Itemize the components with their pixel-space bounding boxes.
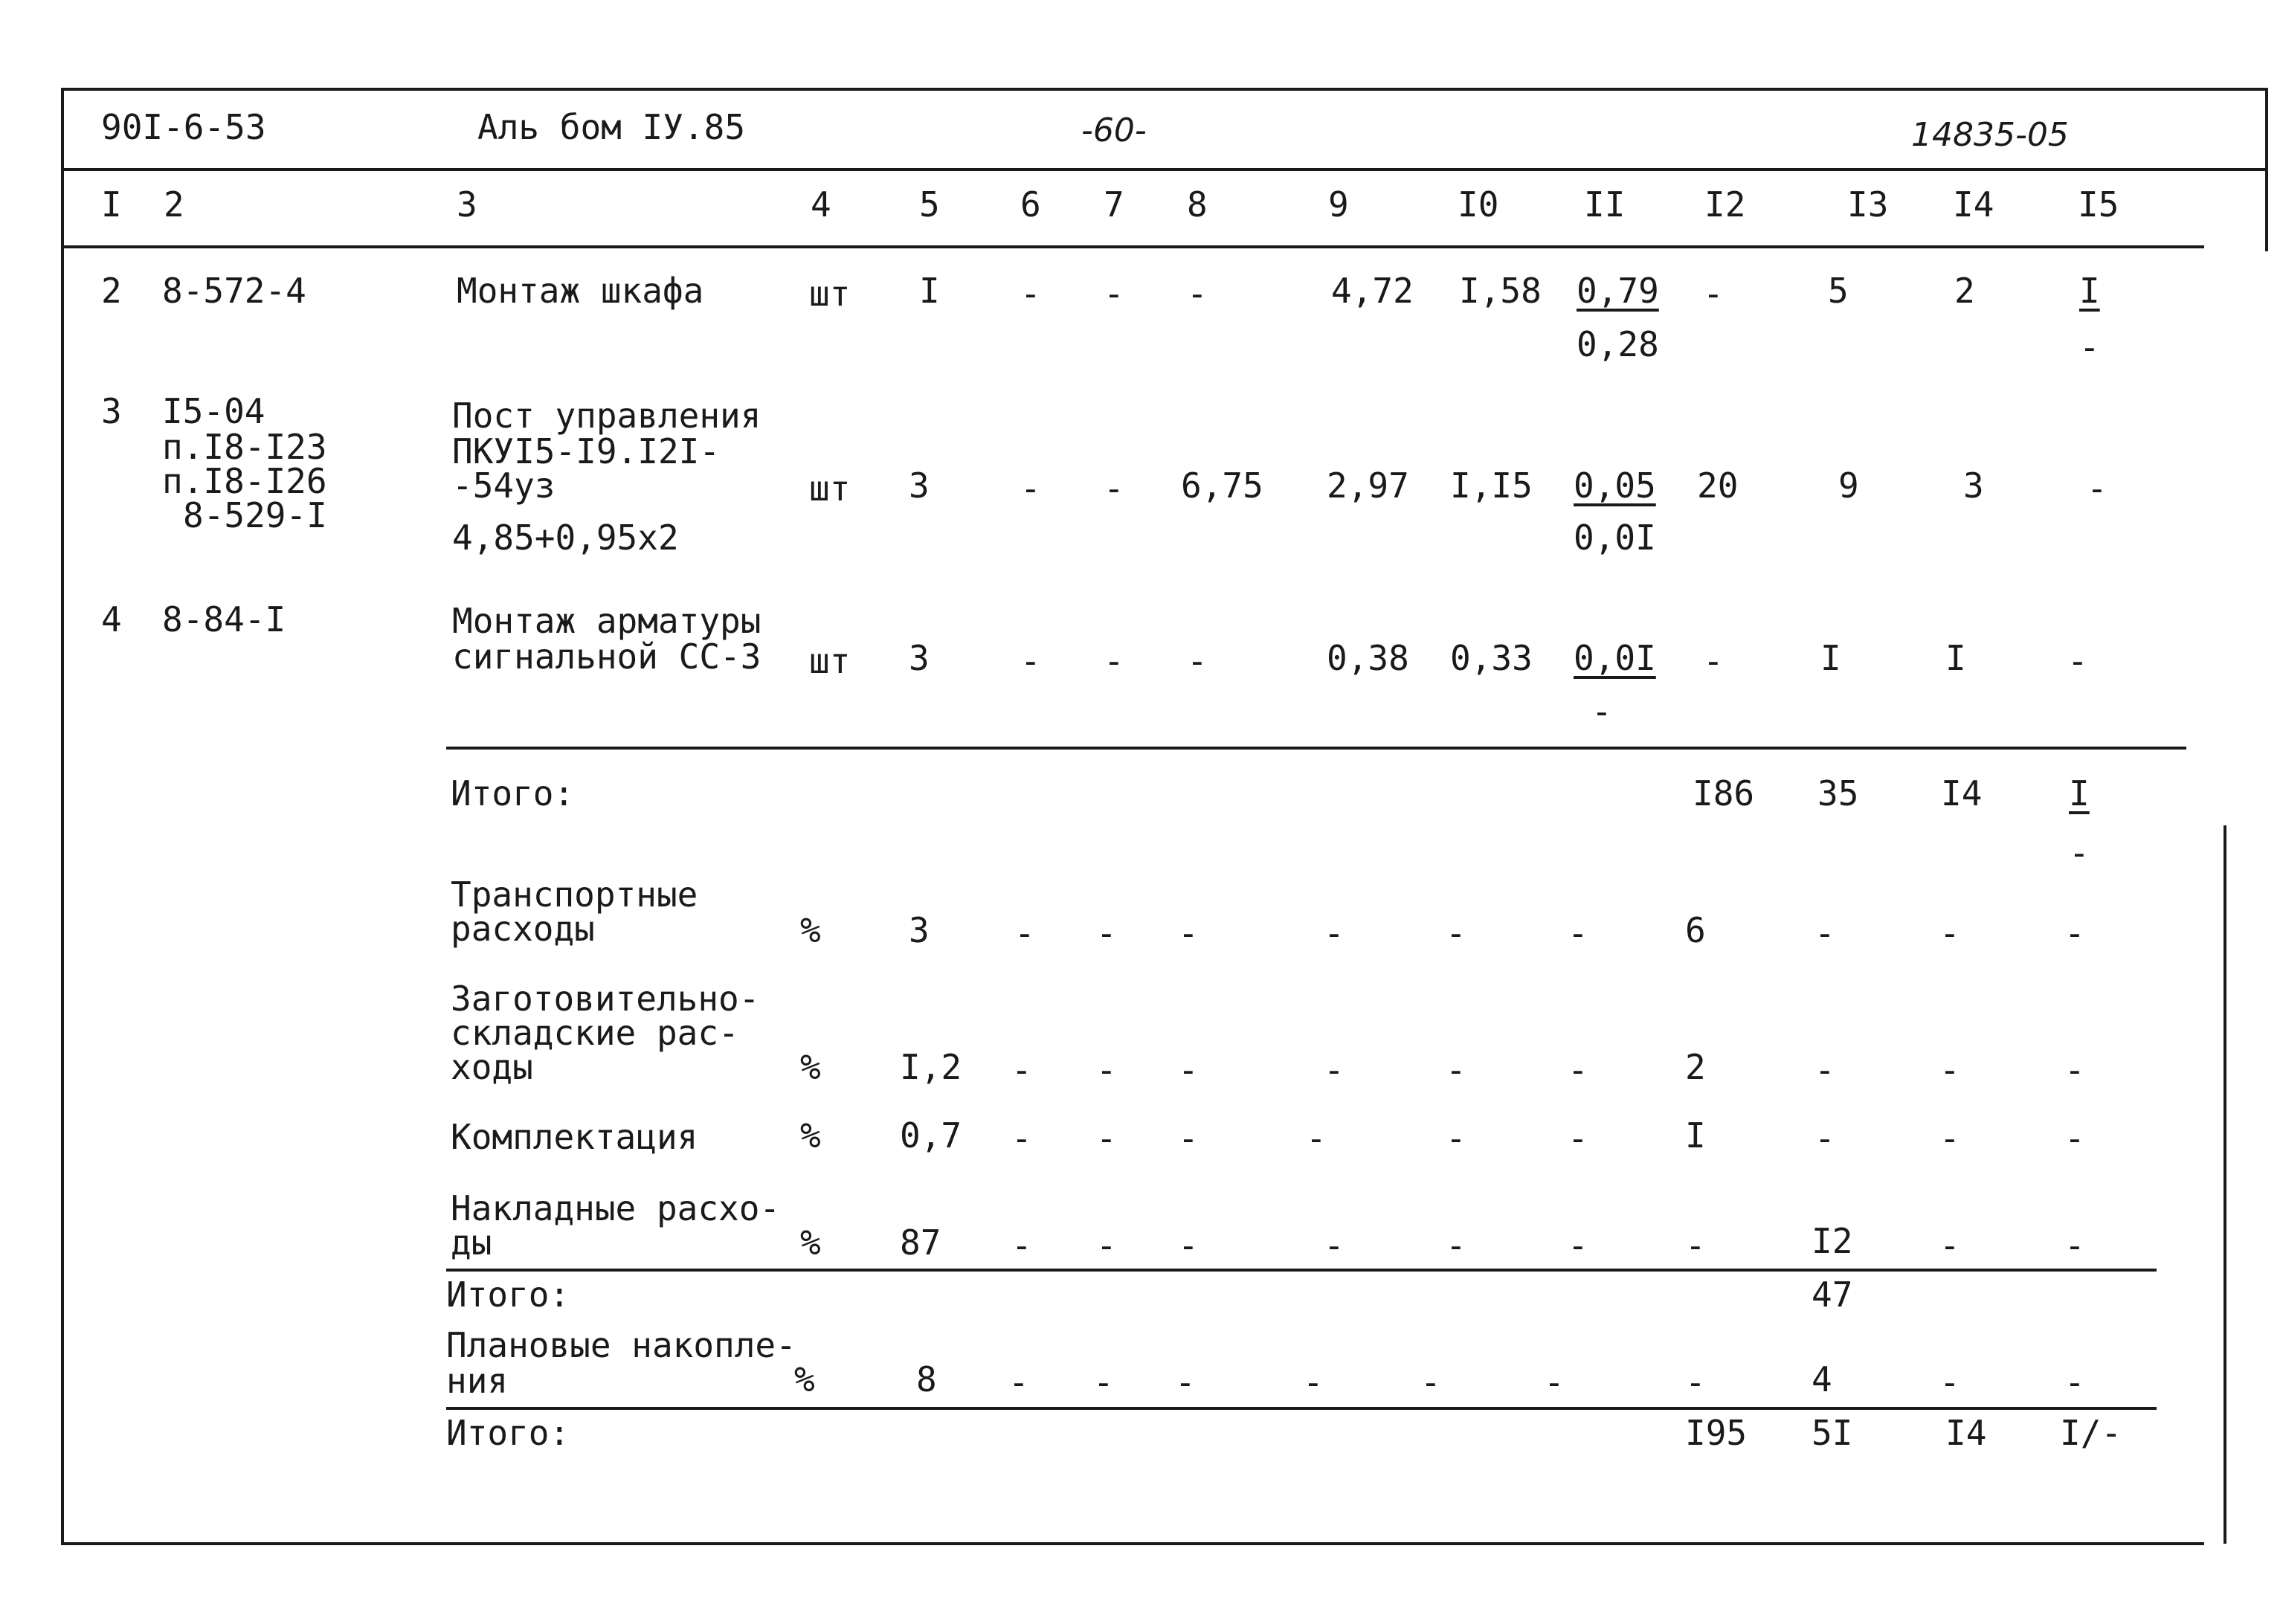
cell-col7: - [1104,274,1124,314]
cell-col14: - [1939,1225,1960,1266]
unit: % [800,910,821,950]
column-number: I3 [1847,184,1889,225]
cell-col9: - [1324,913,1345,953]
cell-col8: - [1187,274,1208,314]
unit: % [800,1222,821,1263]
cell-col15-top: I [2069,773,2090,813]
cell-col9: - [1303,1362,1324,1402]
charge-name: Транспортные [451,874,698,915]
column-number: 2 [164,184,184,225]
unit: % [800,1047,821,1087]
rate-code: I5-04 [162,391,265,431]
cell-col7: - [1104,641,1124,681]
rate-code: 8-84-I [162,599,286,639]
charge-name: Плановые накопле- [446,1325,796,1365]
cell-col6: - [1020,641,1041,681]
cell-col12: 20 [1697,465,1739,506]
column-number: 6 [1020,184,1041,225]
cell-col10: - [1420,1362,1441,1402]
work-name: ПКУI5-I9.I2I- [452,431,721,471]
cell-col15-bottom: - [2069,833,2090,873]
album-number: Аль бом IУ.85 [477,107,746,147]
cell-col14: - [1939,1362,1960,1402]
cell-col13: 5I [1812,1413,1853,1453]
unit: шт [809,468,851,509]
cell-col11: - [1544,1362,1565,1402]
unit: % [794,1359,815,1399]
cell-col15: I/- [2060,1413,2122,1453]
cell-col14: - [1939,913,1960,953]
cell-col12: I95 [1685,1413,1748,1453]
cell-col11: - [1568,1225,1588,1266]
charge-name: Заготовительно- [451,979,760,1019]
cell-col8: - [1178,1118,1199,1159]
cell-col15: - [2067,641,2088,681]
work-name: Монтаж шкафа [457,271,704,311]
subtotal-label: Итого: [451,773,575,813]
rate: 0,7 [900,1115,962,1156]
column-number: 8 [1187,184,1208,225]
charge-name: ды [451,1222,492,1263]
cell-col13: 9 [1838,465,1859,506]
cell-col6: - [1014,913,1035,953]
cell-col11: - [1568,1118,1588,1159]
work-name: 4,85+0,95х2 [452,518,679,558]
charge-name: ходы [451,1047,533,1087]
cell-col10: - [1446,1118,1466,1159]
quantity: 3 [909,638,930,678]
cell-col15: - [2064,1225,2085,1266]
quantity: I [919,271,940,311]
cell-col14: I [1945,638,1966,678]
charge-name: Комплектация [451,1117,698,1157]
cell-col6: - [1011,1118,1032,1159]
cell-col12: I [1685,1115,1706,1156]
cell-col12: I86 [1693,773,1755,813]
cell-col11-bottom: - [1591,692,1612,732]
cell-col8: - [1178,1050,1199,1090]
cell-col6: - [1020,274,1041,314]
work-name: Монтаж арматуры [452,601,761,641]
cell-col15-top: I [2079,271,2100,311]
cell-col6: - [1011,1225,1032,1266]
cell-col10: I,I5 [1450,465,1533,506]
cell-col7: - [1096,1225,1117,1266]
cell-col8: 6,75 [1181,465,1263,506]
cell-col14: - [1939,1118,1960,1159]
cell-col11: - [1568,913,1588,953]
column-number: I5 [2078,184,2119,225]
cell-col15: - [2064,1118,2085,1159]
rate-code: 8-529-I [183,495,327,535]
cell-col12: - [1703,641,1724,681]
row-number: 2 [101,271,122,311]
cell-col10: - [1446,1225,1466,1266]
charge-name: расходы [451,909,595,949]
cell-col7: - [1096,1118,1117,1159]
cell-col15: - [2087,468,2107,509]
cell-col11-top: 0,79 [1577,271,1659,311]
cell-col14: - [1939,1050,1960,1090]
column-number: I2 [1704,184,1746,225]
cell-col15: - [2064,1050,2085,1090]
cell-col12: 2 [1685,1047,1706,1087]
cell-col15: - [2064,1362,2085,1402]
cell-col14: I4 [1945,1413,1987,1453]
cell-col7: - [1093,1362,1114,1402]
cell-col12: 6 [1685,910,1706,950]
cell-col11-bottom: 0,0I [1574,518,1656,558]
cell-col13: 47 [1812,1275,1853,1315]
subtotal-label: Итого: [446,1275,570,1315]
column-number: II [1584,184,1626,225]
document-code: 90I-6-53 [101,107,266,147]
cell-col13: I [1820,638,1841,678]
charge-name: складские рас- [451,1013,739,1053]
cell-col9: 2,97 [1327,465,1409,506]
rate: 8 [916,1359,937,1399]
work-name: Пост управления [452,396,761,436]
cell-col14: 2 [1954,271,1975,311]
inventory-number: 14835-05 [1911,116,2069,154]
work-name: -54уз [452,465,556,506]
cell-col11-top: 0,0I [1574,638,1656,678]
cell-col15: - [2064,913,2085,953]
column-number: 9 [1328,184,1349,225]
cell-col13: - [1815,1050,1835,1090]
row-number: 4 [101,599,122,639]
cell-col8: - [1175,1362,1196,1402]
rate: I,2 [900,1047,962,1087]
cell-col12: - [1703,274,1724,314]
rate-code: п.I8-I23 [162,427,327,467]
column-number: I4 [1953,184,1994,225]
cell-col14: 3 [1963,465,1984,506]
cell-col14: I4 [1941,773,1983,813]
cell-col9: 4,72 [1331,271,1414,311]
cell-col9: - [1306,1118,1327,1159]
rate: 3 [909,910,930,950]
cell-col12: - [1685,1225,1706,1266]
cell-col10: 0,33 [1450,638,1533,678]
cell-col9: - [1324,1225,1345,1266]
cell-col6: - [1011,1050,1032,1090]
column-number: 7 [1104,184,1124,225]
unit: шт [809,274,851,314]
column-number: 4 [811,184,831,225]
charge-name: ния [446,1361,509,1401]
cell-col11: - [1568,1050,1588,1090]
cell-col7: - [1104,468,1124,509]
cell-col10: I,58 [1459,271,1542,311]
cell-col13: 35 [1817,773,1859,813]
total-label: Итого: [446,1413,570,1453]
cell-col8: - [1178,1225,1199,1266]
cell-col9: - [1324,1050,1345,1090]
cell-col6: - [1020,468,1041,509]
charge-name: Накладные расхо- [451,1188,781,1228]
unit: шт [809,641,851,681]
column-number: 5 [919,184,940,225]
cell-col13: - [1815,1118,1835,1159]
cell-col10: - [1446,1050,1466,1090]
work-name: сигнальной СС-3 [452,637,761,677]
cell-col13: 4 [1812,1359,1832,1399]
rate-code: 8-572-4 [162,271,306,311]
rate: 87 [900,1222,941,1263]
cell-col8: - [1187,641,1208,681]
cell-col12: - [1685,1362,1706,1402]
cell-col9: 0,38 [1327,638,1409,678]
cell-col10: - [1446,913,1466,953]
cell-col13: - [1815,913,1835,953]
cell-col8: - [1178,913,1199,953]
cell-col11-bottom: 0,28 [1577,324,1659,364]
cell-col11-top: 0,05 [1574,465,1656,506]
quantity: 3 [909,465,930,506]
cell-col15-bottom: - [2079,327,2100,367]
cell-col13: I2 [1812,1221,1853,1261]
cell-col7: - [1096,1050,1117,1090]
column-number: 3 [457,184,477,225]
cell-col6: - [1008,1362,1029,1402]
column-number: I0 [1458,184,1499,225]
page-number: -60- [1081,112,1147,149]
column-number: I [101,184,122,225]
unit: % [800,1115,821,1156]
rate-code: п.I8-I26 [162,461,327,501]
cell-col7: - [1096,913,1117,953]
row-number: 3 [101,391,122,431]
cell-col13: 5 [1828,271,1849,311]
